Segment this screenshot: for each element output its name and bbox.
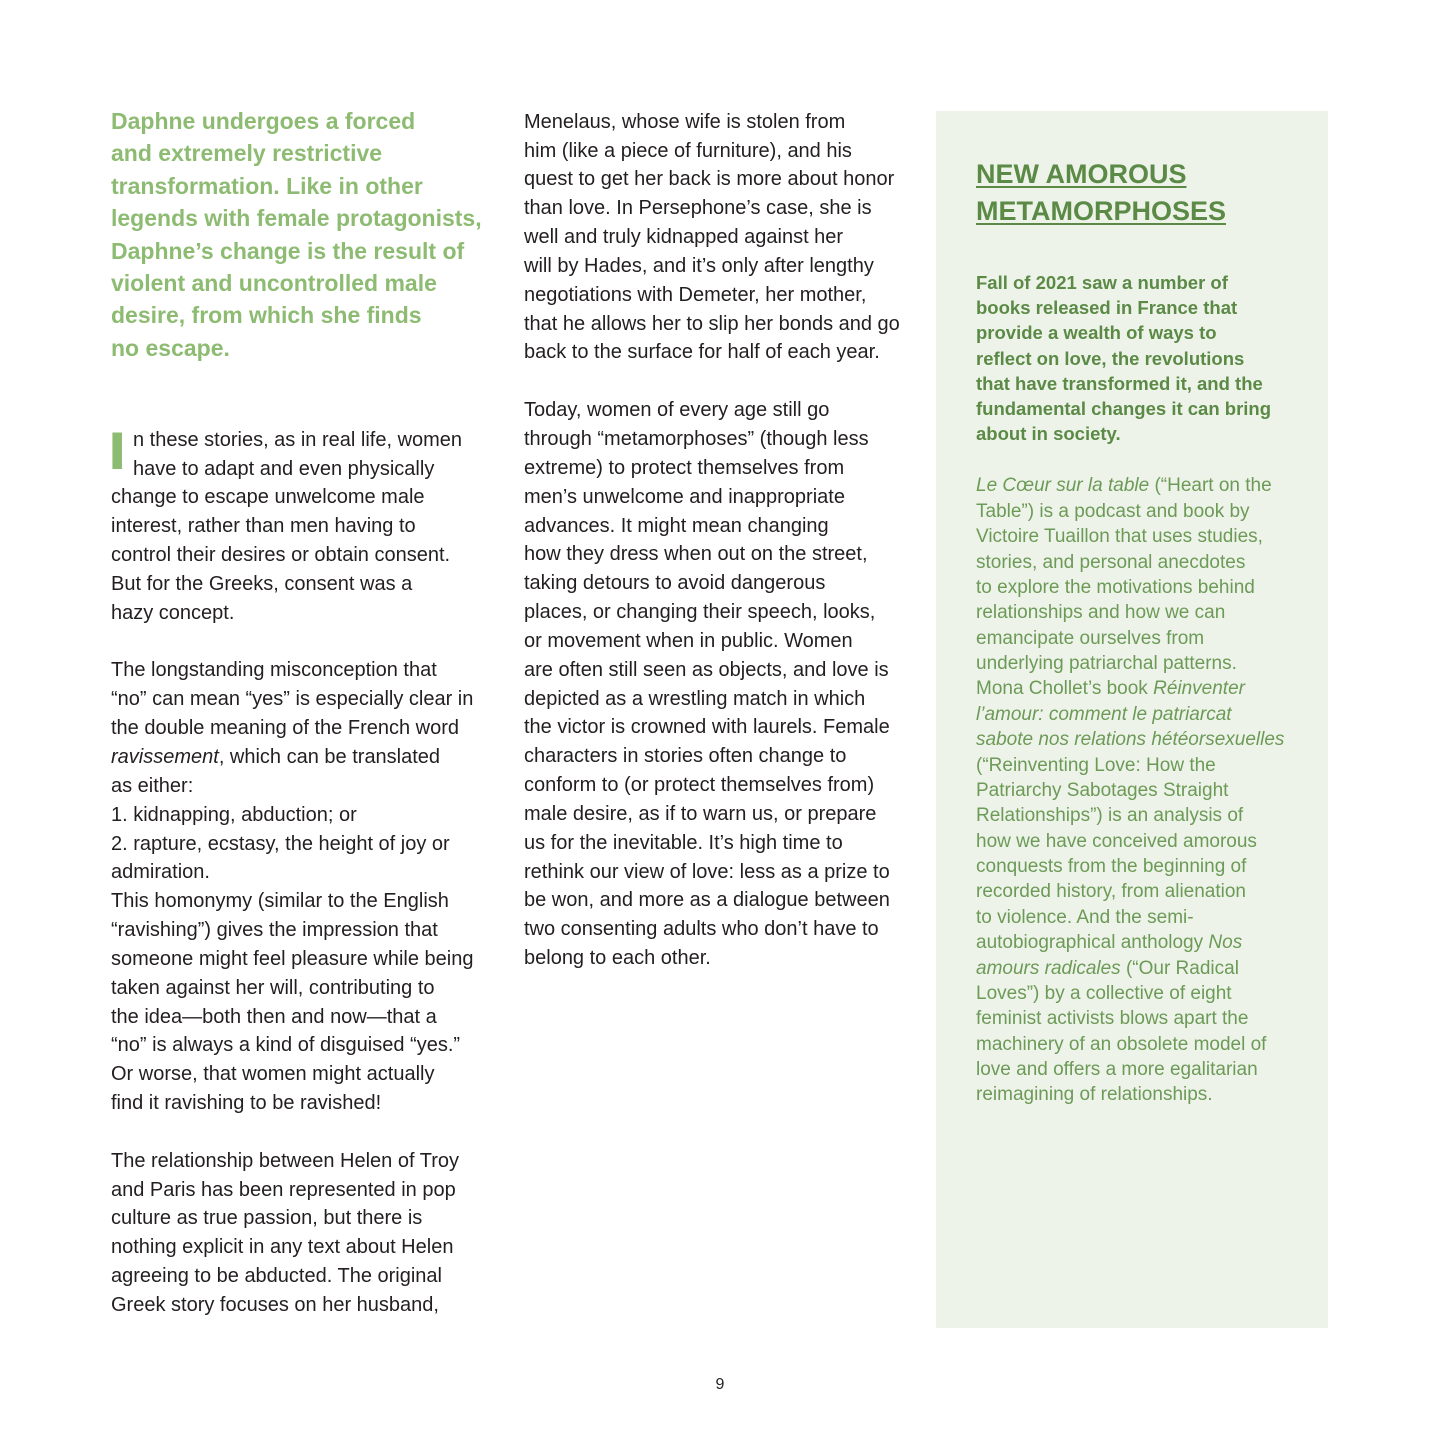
body-line: Greek story focuses on her husband, — [111, 1294, 439, 1316]
body-line: advances. It might mean changing — [524, 514, 829, 537]
sidebar-body-line: conquests from the beginning of — [976, 856, 1247, 878]
sidebar-box — [936, 111, 1328, 1328]
body-line: agreeing to be abducted. The original — [111, 1265, 442, 1288]
paragraph — [111, 1147, 496, 1320]
body-line: the double meaning of the French word — [111, 717, 459, 740]
sidebar-intro-line: that have transformed it, and the — [976, 372, 1263, 394]
body-line — [111, 743, 496, 772]
sidebar-body-line: machinery of an obsolete model of — [976, 1033, 1267, 1055]
body-line: male desire, as if to warn us, or prepare — [524, 802, 877, 825]
sidebar-body-line — [976, 676, 1284, 701]
body-line: back to the surface for half of each year. — [524, 341, 880, 364]
sidebar-body-line: (“Reinventing Love: How the — [976, 754, 1216, 776]
body-line: negotiations with Demeter, her mother, — [524, 283, 867, 306]
pull-quote — [111, 105, 496, 364]
body-line: the idea—both then and now—that a — [111, 1005, 437, 1028]
sidebar-body-line: Loves”) by a collective of eight — [976, 982, 1232, 1004]
pull-quote-line: legends with female protagonists, — [111, 205, 482, 232]
sidebar-body-line: stories, and personal anecdotes — [976, 551, 1246, 573]
body-line: depicted as a wrestling match in which — [524, 687, 866, 710]
sidebar-body-line: how we have conceived amorous — [976, 830, 1257, 852]
paragraph — [524, 396, 919, 973]
body-line: as either: — [111, 774, 194, 797]
body-line: “ravishing”) gives the impression that — [111, 919, 438, 942]
sidebar-body-line: relationships and how we can — [976, 602, 1226, 624]
article-column-1 — [111, 426, 496, 1320]
body-line: Menelaus, whose wife is stolen from — [524, 110, 846, 133]
body-line: change to escape unwelcome male — [111, 486, 425, 509]
body-line: well and truly kidnapped against her — [524, 226, 844, 249]
body-line: someone might feel pleasure while being — [111, 947, 474, 970]
body-line: interest, rather than men having to — [111, 515, 416, 538]
body-line: and Paris has been represented in pop — [111, 1178, 456, 1201]
sidebar-intro-line: Fall of 2021 saw a number of — [976, 271, 1228, 293]
sidebar-body-line: Patriarchy Sabotages Straight — [976, 779, 1229, 801]
body-line: places, or changing their speech, looks, — [524, 601, 876, 624]
body-line: admiration. — [111, 861, 210, 884]
body-line: culture as true passion, but there is — [111, 1207, 423, 1230]
body-line: will by Hades, and it’s only after lengthy — [524, 254, 874, 277]
body-line: that he allows her to slip her bonds and go — [524, 312, 900, 335]
sidebar-body-line — [976, 956, 1284, 981]
body-line: hazy concept. — [111, 601, 235, 624]
body-line: taken against her will, contributing to — [111, 976, 435, 999]
sidebar-body-line: love and offers a more egalitarian — [976, 1059, 1258, 1081]
body-line: “no” can mean “yes” is especially clear in — [111, 688, 474, 711]
sidebar-body-line: to explore the motivations behind — [976, 576, 1255, 598]
pull-quote-line: no escape. — [111, 334, 230, 361]
body-line: This homonymy (similar to the English — [111, 890, 449, 913]
sidebar-text: (“Our Radical — [1120, 957, 1239, 979]
sidebar-body-line — [976, 473, 1284, 498]
sidebar-body-line: emancipate ourselves from — [976, 627, 1205, 649]
body-line: 2. rapture, ecstasy, the height of joy or — [111, 832, 450, 855]
pull-quote-line: violent and uncontrolled male — [111, 270, 437, 297]
body-line: have to adapt and even physically — [133, 457, 435, 480]
sidebar-intro-line: books released in France that — [976, 296, 1238, 318]
body-line: extreme) to protect themselves from — [524, 456, 845, 479]
sidebar-body-line — [976, 930, 1284, 955]
pull-quote-line: Daphne’s change is the result of — [111, 237, 465, 264]
sidebar-body-line: reimagining of relationships. — [976, 1084, 1213, 1106]
body-line: The relationship between Helen of Troy — [111, 1149, 459, 1172]
sidebar-intro-line: fundamental changes it can bring — [976, 398, 1272, 420]
sidebar-body-line: Relationships”) is an analysis of — [976, 805, 1244, 827]
body-line: find it ravishing to be ravished! — [111, 1092, 382, 1115]
body-line: control their desires or obtain consent. — [111, 544, 451, 567]
paragraph — [111, 656, 496, 1118]
body-line: characters in stories often change to — [524, 745, 847, 768]
article-column-2 — [524, 108, 919, 973]
sidebar-intro — [976, 270, 1271, 447]
pull-quote-line: and extremely restrictive — [111, 140, 383, 167]
pull-quote-line: transformation. Like in other — [111, 172, 423, 199]
body-line: conform to (or protect themselves from) — [524, 774, 875, 797]
sidebar-body-line: recorded history, from alienation — [976, 881, 1246, 903]
sidebar-intro-line: about in society. — [976, 423, 1121, 445]
body-line: be won, and more as a dialogue between — [524, 889, 890, 912]
body-line: Or worse, that women might actually — [111, 1063, 435, 1086]
page-number: 9 — [715, 1376, 725, 1393]
sidebar-text: (“Heart on the — [1149, 475, 1272, 497]
body-line: or movement when in public. Women — [524, 629, 853, 652]
body-line: taking detours to avoid dangerous — [524, 572, 826, 595]
body-line: “no” is always a kind of disguised “yes.” — [111, 1034, 461, 1057]
body-line: than love. In Persephone’s case, she is — [524, 197, 872, 220]
body-line: how they dress when out on the street, — [524, 543, 868, 566]
book-title: Réinventer — [1153, 678, 1245, 700]
book-title: Nos — [1208, 932, 1243, 954]
drop-cap: I — [108, 422, 127, 482]
sidebar-intro-line: reflect on love, the revolutions — [976, 347, 1245, 369]
book-title-line: sabote nos relations hétéorsexuelles — [976, 729, 1285, 751]
pull-quote-line: desire, from which she finds — [111, 302, 422, 329]
sidebar-body-line: underlying patriarchal patterns. — [976, 653, 1237, 675]
body-line: n these stories, as in real life, women — [133, 428, 463, 451]
sidebar-title-line: METAMORPHOSES — [976, 196, 1227, 226]
body-line: him (like a piece of furniture), and his — [524, 139, 852, 162]
body-line: rethink our view of love: less as a prize to — [524, 860, 890, 883]
sidebar-title — [976, 156, 1226, 230]
body-line: But for the Greeks, consent was a — [111, 572, 413, 595]
body-line: two consenting adults who don’t have to — [524, 918, 879, 941]
book-title-line: l’amour: comment le patriarcat — [976, 703, 1232, 725]
body-line: the victor is crowned with laurels. Female — [524, 716, 890, 739]
sidebar-text: Mona Chollet’s book — [976, 678, 1154, 700]
body-line: quest to get her back is more about honor — [524, 168, 895, 191]
paragraph — [524, 108, 919, 368]
book-title: amours radicales — [976, 957, 1121, 979]
body-line: nothing explicit in any text about Helen — [111, 1236, 454, 1259]
sidebar-body-line: Victoire Tuaillon that uses studies, — [976, 526, 1263, 548]
sidebar-text: autobiographical anthology — [976, 932, 1209, 954]
book-title: Le Cœur sur la table — [976, 475, 1150, 497]
sidebar-body-line: Table”) is a podcast and book by — [976, 500, 1250, 522]
body-line: belong to each other. — [524, 947, 711, 970]
body-text: , which can be translated — [218, 745, 441, 768]
italic-term: ravissement — [111, 745, 219, 768]
body-line: 1. kidnapping, abduction; or — [111, 803, 357, 826]
body-line: The longstanding misconception that — [111, 659, 437, 682]
body-line: us for the inevitable. It’s high time to — [524, 831, 843, 854]
body-line: Today, women of every age still go — [524, 399, 830, 422]
sidebar-body — [976, 473, 1284, 1107]
sidebar-body-line: to violence. And the semi- — [976, 906, 1194, 928]
sidebar-body-line: feminist activists blows apart the — [976, 1008, 1249, 1030]
pull-quote-line: Daphne undergoes a forced — [111, 108, 416, 134]
body-line: are often still seen as objects, and love is — [524, 658, 889, 681]
sidebar-title-line: NEW AMOROUS — [976, 159, 1187, 189]
paragraph — [111, 426, 496, 628]
sidebar-intro-line: provide a wealth of ways to — [976, 322, 1217, 344]
body-line: through “metamorphoses” (though less — [524, 427, 869, 450]
body-line: men’s unwelcome and inappropriate — [524, 485, 845, 508]
